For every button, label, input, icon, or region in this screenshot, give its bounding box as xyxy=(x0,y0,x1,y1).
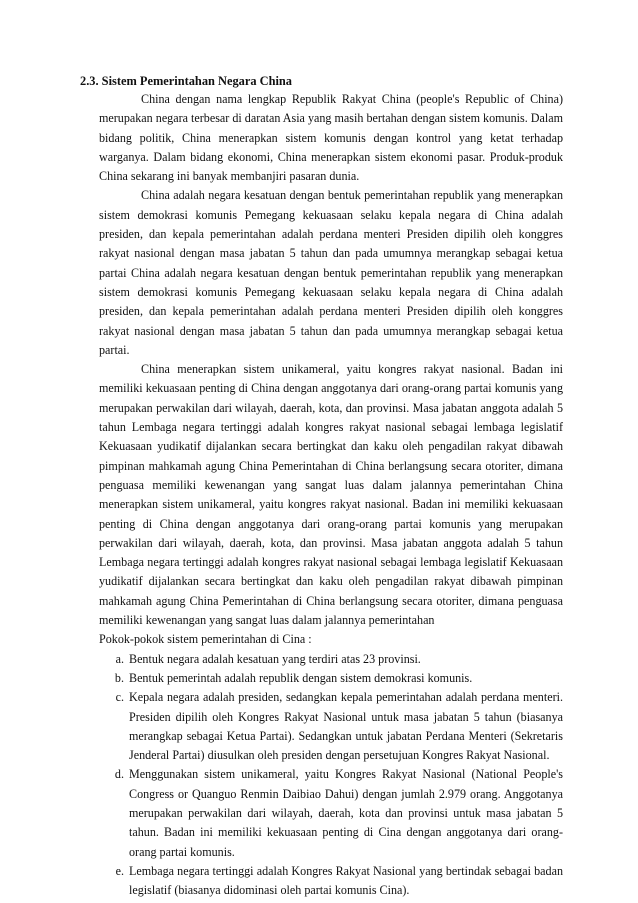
paragraph-government-form: China adalah negara kesatuan dengan bentuk pemerintahan republik yang menerapkan sistem demokrasi komunis Pemegang kekuasaan selaku kepala negara di China adalah presiden, dan kepala pemerintahan adalah perdana menteri Presiden dipilih oleh konggres rakyat nasional dengan masa jabatan 5 tahun dan pada umumnya merangkap sebagai ketua partai China adalah negara kesatuan dengan bentuk pemerintahan republik yang menerapkan sistem demokrasi komunis Pemegang kekuasaan selaku kepala negara di China adalah presiden, dan kepala pemerintahan adalah perdana menteri Presiden dipilih oleh konggres rakyat nasional dengan masa jabatan 5 tahun dan pada umumnya merangkap sebagai ketua partai. xyxy=(99,188,563,357)
list-item: d. Menggunakan sistem unikameral, yaitu Kongres Rakyat Nasional (National People's Congress or Quanguo Renmin Daibiao Dahui) dengan jumlah 2.979 orang. Anggotanya merupakan perwakilan dari wilayah, daerah, kota dan provinsi untuk masa jabatan 5 tahun. Badan ini memiliki kekuasaan penting di Cina dengan anggotanya dari orang-orang partai komunis. xyxy=(127,765,563,861)
list-item: e. Lembaga negara tertinggi adalah Kongres Rakyat Nasional yang bertindak sebagai badan legislatif (biasanya didominasi oleh partai komunis Cina). xyxy=(127,862,563,901)
section-heading: 2.3. Sistem Pemerintahan Negara China xyxy=(80,74,293,88)
points-intro: Pokok-pokok sistem pemerintahan di Cina : xyxy=(99,632,312,647)
list-item: b. Bentuk pemerintah adalah republik dengan sistem demokrasi komunis. xyxy=(127,669,563,688)
list-item: a. Bentuk negara adalah kesatuan yang terdiri atas 23 provinsi. xyxy=(127,650,563,669)
list-item: c. Kepala negara adalah presiden, sedangkan kepala pemerintahan adalah perdana menteri. Presiden dipilih oleh Kongres Rakyat Nasional untuk masa jabatan 5 tahun (biasanya merangkap sebagai Ketua Partai). Sedangkan untuk jabatan Perdana Menteri (Sekretaris Jenderal Partai) diusulkan oleh presiden dengan persetujuan Kongres Rakyat Nasional. xyxy=(127,688,563,765)
paragraph-intro: China dengan nama lengkap Republik Rakyat China (people's Republic of China) merupakan negara terbesar di daratan Asia yang masih bertahan dengan sistem komunis. Dalam bidang politik, China menerapkan sistem komunis dengan kontrol yang ketat terhadap warganya. Dalam bidang ekonomi, China menerapkan sistem ekonomi pasar. Produk-produk China sekarang ini banyak membanjiri pasaran dunia. xyxy=(99,92,563,184)
section-body xyxy=(99,90,563,900)
paragraph-unicameral: China menerapkan sistem unikameral, yaitu kongres rakyat nasional. Badan ini memiliki kekuasaan penting di China dengan anggotanya dari orang-orang partai komunis yang merupakan perwakilan dari wilayah, daerah, kota, dan provinsi. Masa jabatan anggota adalah 5 tahun Lembaga negara tertinggi adalah kongres rakyat nasional sebagai lembaga legislatif Kekuasaan yudikatif dijalankan secara bertingkat dan kaku oleh pengadilan rakyat dibawah pimpinan mahkamah agung China Pemerintahan di China berlangsung secara otoriter, dimana penguasa memiliki kewenangan yang sangat luas dalam jalannya pemerintahan China menerapkan sistem unikameral, yaitu kongres rakyat nasional. Badan ini memiliki kekuasaan penting di China dengan anggotanya dari orang-orang partai komunis yang merupakan perwakilan dari wilayah, daerah, kota, dan provinsi. Masa jabatan anggota adalah 5 tahun Lembaga negara tertinggi adalah kongres rakyat nasional sebagai lembaga legislatif Kekuasaan yudikatif dijalankan secara bertingkat dan kaku oleh pengadilan rakyat dibawah pimpinan mahkamah agung China Pemerintahan di China berlangsung secara otoriter, dimana penguasa memiliki kewenangan yang sangat luas dalam jalannya pemerintahan xyxy=(99,362,563,628)
points-list xyxy=(99,650,563,901)
